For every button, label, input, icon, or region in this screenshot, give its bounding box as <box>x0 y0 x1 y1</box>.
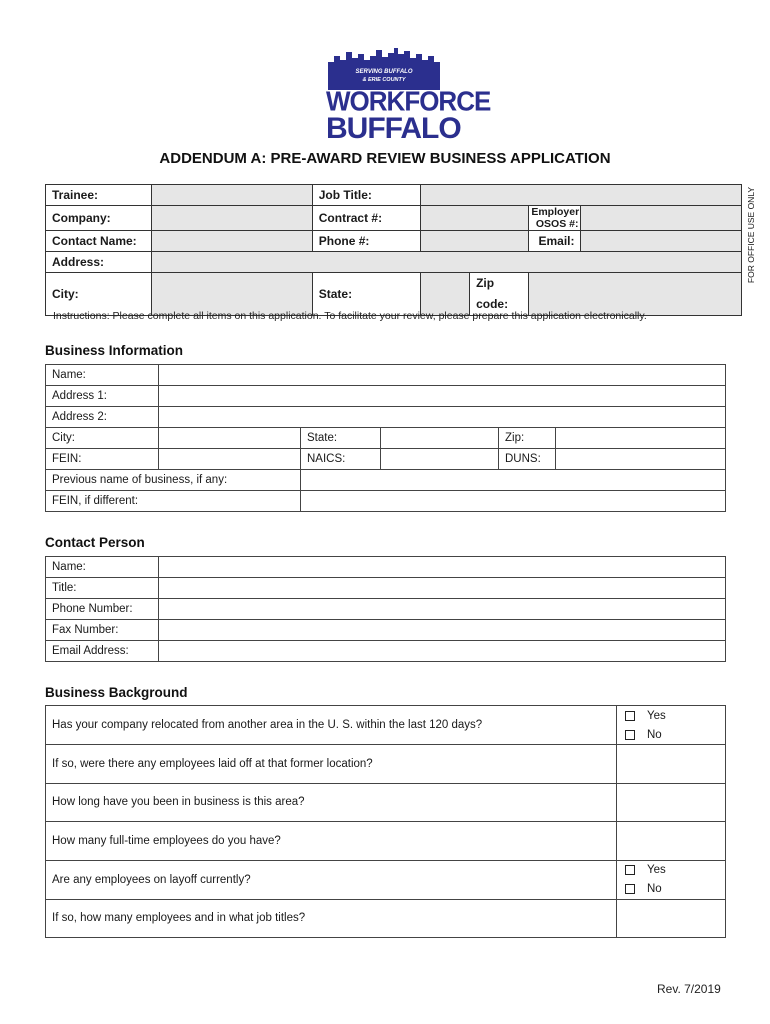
office-phone-field <box>421 231 529 252</box>
office-trainee-label: Trainee: <box>46 185 152 206</box>
logo-workforce: WORKFORCE <box>326 85 491 117</box>
office-job-title-field <box>421 185 742 206</box>
business-info-heading: Business Information <box>45 343 184 358</box>
office-trainee-field <box>152 185 312 206</box>
revision-label: Rev. 7/2019 <box>657 982 721 996</box>
office-state-label: State: <box>312 273 420 316</box>
cp-name-input[interactable] <box>159 557 726 578</box>
logo-tagline-2: & ERIE COUNTY <box>362 77 406 83</box>
bi-fein-label: FEIN: <box>46 449 159 470</box>
cp-name-label: Name: <box>46 557 159 578</box>
bi-fein-different-label: FEIN, if different: <box>46 491 301 512</box>
bb-q5-options <box>617 860 726 899</box>
cp-phone-input[interactable] <box>159 599 726 620</box>
contact-person-heading: Contact Person <box>45 535 145 550</box>
cp-email-input[interactable] <box>159 641 726 662</box>
bb-q5-no-option[interactable] <box>623 880 725 899</box>
office-contact-name-label: Contact Name: <box>46 231 152 252</box>
bb-q5-yes-option[interactable] <box>623 861 725 880</box>
bi-zip-input[interactable] <box>556 428 726 449</box>
bi-address1-input[interactable] <box>159 386 726 407</box>
cp-fax-label: Fax Number: <box>46 620 159 641</box>
bi-state-input[interactable] <box>381 428 499 449</box>
office-state-field <box>421 273 470 315</box>
bi-naics-input[interactable] <box>381 449 499 470</box>
checkbox-icon[interactable] <box>625 865 635 875</box>
office-use-table <box>45 184 742 316</box>
bi-name-label: Name: <box>46 365 159 386</box>
business-info-table <box>45 364 726 512</box>
office-address-label: Address: <box>46 252 152 273</box>
office-zip-label: Zip code: <box>476 276 509 311</box>
checkbox-icon[interactable] <box>625 730 635 740</box>
logo-tagline-1: SERVING BUFFALO <box>355 69 413 75</box>
bb-q1-options <box>617 706 726 745</box>
logo-buffalo: BUFFALO <box>326 112 461 145</box>
business-background-table <box>45 705 726 938</box>
cp-phone-label: Phone Number: <box>46 599 159 620</box>
office-use-side-label <box>741 184 761 286</box>
bi-name-input[interactable] <box>159 365 726 386</box>
bi-state-label: State: <box>301 428 381 449</box>
office-osos-label: Employer OSOS #: <box>529 206 581 231</box>
bi-fein-input[interactable] <box>159 449 301 470</box>
bb-q6-input[interactable] <box>617 899 726 938</box>
bb-q1-label: Has your company relocated from another area in the U. S. within the last 120 days? <box>46 706 617 745</box>
bb-q1-no-option[interactable] <box>623 725 725 744</box>
bi-address2-label: Address 2: <box>46 407 159 428</box>
bb-q5-label: Are any employees on layoff currently? <box>46 860 617 899</box>
office-use-text: FOR OFFICE USE ONLY <box>746 186 756 284</box>
bi-previous-name-input[interactable] <box>301 470 726 491</box>
bi-zip-label: Zip: <box>499 428 556 449</box>
bi-address1-label: Address 1: <box>46 386 159 407</box>
office-company-field <box>152 206 312 231</box>
cp-email-label: Email Address: <box>46 641 159 662</box>
bi-naics-label: NAICS: <box>301 449 381 470</box>
bb-q4-label: How many full-time employees do you have? <box>46 822 617 861</box>
office-company-label: Company: <box>46 206 152 231</box>
office-phone-label: Phone #: <box>312 231 420 252</box>
checkbox-icon[interactable] <box>625 711 635 721</box>
office-email-label: Email: <box>529 231 581 252</box>
office-city-label: City: <box>46 273 152 316</box>
bb-q1-yes-option[interactable] <box>623 706 725 725</box>
page-title: ADDENDUM A: PRE-AWARD REVIEW BUSINESS APPLICATION <box>159 150 611 167</box>
cp-fax-input[interactable] <box>159 620 726 641</box>
bi-city-label: City: <box>46 428 159 449</box>
bb-q5-yes-label: Yes <box>647 864 666 876</box>
office-contract-label: Contract #: <box>312 206 420 231</box>
bb-q1-no-label: No <box>647 728 662 741</box>
bb-q3-label: How long have you been in business is this area? <box>46 783 617 822</box>
office-contact-name-field <box>152 231 312 252</box>
bi-fein-different-input[interactable] <box>301 491 726 512</box>
bi-previous-name-label: Previous name of business, if any: <box>46 470 301 491</box>
cp-title-label: Title: <box>46 578 159 599</box>
bb-q2-input[interactable] <box>617 745 726 784</box>
bb-q4-input[interactable] <box>617 822 726 861</box>
business-background-heading: Business Background <box>45 685 188 700</box>
checkbox-icon[interactable] <box>625 884 635 894</box>
contact-person-table <box>45 556 726 662</box>
bi-city-input[interactable] <box>159 428 301 449</box>
bi-duns-input[interactable] <box>556 449 726 470</box>
bi-address2-input[interactable] <box>159 407 726 428</box>
workforce-buffalo-logo <box>322 48 491 145</box>
office-contract-field <box>421 206 529 231</box>
bb-q1-yes-label: Yes <box>647 709 666 722</box>
bb-q5-no-label: No <box>647 883 662 895</box>
bb-q3-input[interactable] <box>617 783 726 822</box>
bi-duns-label: DUNS: <box>499 449 556 470</box>
office-osos-field <box>581 206 742 231</box>
bb-q6-label: If so, how many employees and in what job titles? <box>46 899 617 938</box>
office-address-field <box>152 252 742 273</box>
cp-title-input[interactable] <box>159 578 726 599</box>
office-email-field <box>581 231 742 252</box>
instructions-text: Instructions: Please complete all items on this application. To facilitate your review, please prepare this application electronically. <box>53 310 647 322</box>
office-job-title-label: Job Title: <box>312 185 420 206</box>
bb-q2-label: If so, were there any employees laid off at that former location? <box>46 745 617 784</box>
